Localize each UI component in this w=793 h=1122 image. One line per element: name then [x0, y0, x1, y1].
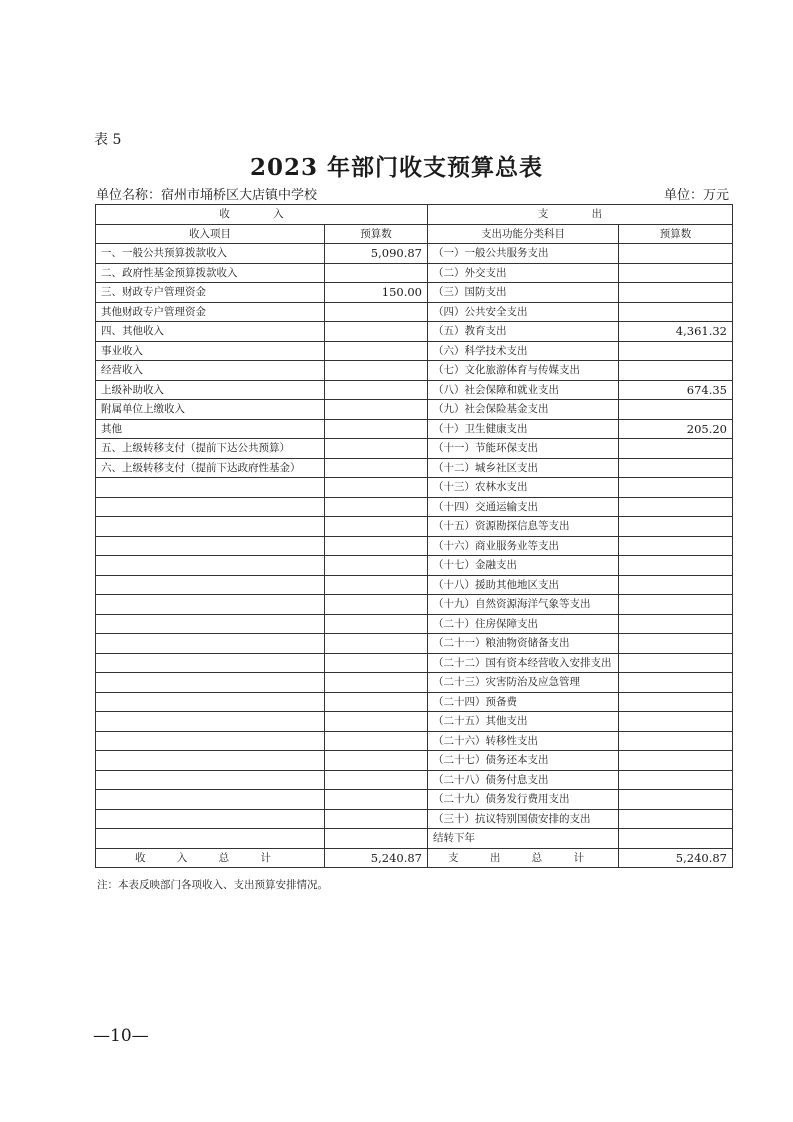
table-row	[96, 790, 733, 810]
income-amount-cell	[325, 673, 428, 693]
expense-amount-cell	[619, 536, 733, 556]
expense-item-cell: 结转下年	[428, 829, 619, 849]
expense-amount-cell	[619, 439, 733, 459]
income-amount-cell	[325, 380, 428, 400]
table-row	[96, 302, 733, 322]
unit-name: 单位名称：宿州市埇桥区大店镇中学校	[96, 188, 318, 203]
income-amount-cell	[325, 517, 428, 537]
expense-amount-cell	[619, 478, 733, 498]
expense-amount-cell	[619, 790, 733, 810]
income-item-cell: 经营收入	[96, 361, 325, 381]
income-item-cell	[96, 829, 325, 849]
income-item-cell	[96, 478, 325, 498]
income-item-cell	[96, 751, 325, 771]
income-amount-cell	[325, 341, 428, 361]
expense-amount-cell	[619, 575, 733, 595]
expense-amount-cell	[619, 361, 733, 381]
expense-amount-cell	[619, 458, 733, 478]
expense-amount-cell	[619, 653, 733, 673]
income-item-cell: 上级补助收入	[96, 380, 325, 400]
expense-amount-cell	[619, 692, 733, 712]
expense-item-cell: （十三）农林水支出	[428, 478, 619, 498]
expense-item-cell: （二）外交支出	[428, 263, 619, 283]
income-amount-cell	[325, 751, 428, 771]
expense-amount-cell	[619, 712, 733, 732]
table-row	[96, 595, 733, 615]
expense-item-cell: （三十）抗议特别国债安排的支出	[428, 809, 619, 829]
expense-item-cell: （二十七）债务还本支出	[428, 751, 619, 771]
expense-amount-cell	[619, 809, 733, 829]
expense-amount-cell	[619, 244, 733, 264]
income-item-cell	[96, 692, 325, 712]
table-row	[96, 244, 733, 264]
col-income-item: 收入项目	[96, 224, 325, 244]
expense-item-cell: （十一）节能环保支出	[428, 439, 619, 459]
income-amount-cell	[325, 478, 428, 498]
income-amount-cell	[325, 634, 428, 654]
expense-item-cell: （十）卫生健康支出	[428, 419, 619, 439]
income-item-cell: 事业收入	[96, 341, 325, 361]
income-amount-cell	[325, 556, 428, 576]
income-item-cell	[96, 517, 325, 537]
table-row	[96, 380, 733, 400]
table-row	[96, 322, 733, 342]
table-row	[96, 712, 733, 732]
income-item-cell: 附属单位上缴收入	[96, 400, 325, 420]
expense-item-cell: （十九）自然资源海洋气象等支出	[428, 595, 619, 615]
total-income-value: 5,240.87	[325, 848, 428, 868]
table-row	[96, 731, 733, 751]
table-row	[96, 614, 733, 634]
expense-amount-cell	[619, 595, 733, 615]
income-amount-cell	[325, 653, 428, 673]
expense-item-cell: （一）一般公共服务支出	[428, 244, 619, 264]
col-expense-amount: 预算数	[619, 224, 733, 244]
table-row	[96, 419, 733, 439]
expense-item-cell: （二十二）国有资本经营收入安排支出	[428, 653, 619, 673]
income-item-cell: 二、政府性基金预算拨款收入	[96, 263, 325, 283]
expense-amount-cell	[619, 497, 733, 517]
expense-amount-cell: 4,361.32	[619, 322, 733, 342]
section-expense: 支 出	[428, 205, 733, 225]
table-row	[96, 400, 733, 420]
expense-amount-cell: 674.35	[619, 380, 733, 400]
income-item-cell	[96, 790, 325, 810]
income-amount-cell: 5,090.87	[325, 244, 428, 264]
table-row	[96, 653, 733, 673]
expense-item-cell: （十六）商业服务业等支出	[428, 536, 619, 556]
income-item-cell: 六、上级转移支付（提前下达政府性基金）	[96, 458, 325, 478]
column-header-row	[96, 224, 733, 244]
table-row	[96, 809, 733, 829]
income-item-cell: 其他财政专户管理资金	[96, 302, 325, 322]
income-amount-cell	[325, 829, 428, 849]
expense-amount-cell	[619, 673, 733, 693]
income-item-cell	[96, 634, 325, 654]
expense-amount-cell	[619, 283, 733, 303]
expense-item-cell: （十五）资源勘探信息等支出	[428, 517, 619, 537]
income-amount-cell	[325, 575, 428, 595]
expense-amount-cell	[619, 829, 733, 849]
expense-item-cell: （二十六）转移性支出	[428, 731, 619, 751]
expense-item-cell: （二十四）预备费	[428, 692, 619, 712]
income-item-cell	[96, 809, 325, 829]
income-amount-cell	[325, 439, 428, 459]
expense-item-cell: （八）社会保障和就业支出	[428, 380, 619, 400]
total-expense-label: 支 出 总 计	[428, 848, 619, 868]
income-amount-cell	[325, 770, 428, 790]
income-item-cell: 五、上级转移支付（提前下达公共预算）	[96, 439, 325, 459]
income-item-cell	[96, 712, 325, 732]
expense-amount-cell	[619, 556, 733, 576]
income-amount-cell	[325, 790, 428, 810]
expense-item-cell: （六）科学技术支出	[428, 341, 619, 361]
expense-item-cell: （九）社会保险基金支出	[428, 400, 619, 420]
expense-amount-cell	[619, 517, 733, 537]
income-item-cell	[96, 653, 325, 673]
table-number-label: 表 5	[94, 132, 122, 148]
income-item-cell: 三、财政专户管理资金	[96, 283, 325, 303]
income-amount-cell	[325, 263, 428, 283]
income-item-cell: 其他	[96, 419, 325, 439]
expense-item-cell: （三）国防支出	[428, 283, 619, 303]
section-header-row	[96, 205, 733, 225]
expense-item-cell: （四）公共安全支出	[428, 302, 619, 322]
currency-unit: 单位：万元	[663, 188, 729, 203]
income-item-cell	[96, 673, 325, 693]
income-item-cell	[96, 575, 325, 595]
expense-item-cell: （十二）城乡社区支出	[428, 458, 619, 478]
income-amount-cell	[325, 302, 428, 322]
income-item-cell	[96, 556, 325, 576]
expense-amount-cell	[619, 341, 733, 361]
table-row	[96, 497, 733, 517]
income-amount-cell	[325, 400, 428, 420]
income-amount-cell	[325, 712, 428, 732]
table-row	[96, 283, 733, 303]
expense-item-cell: （二十三）灾害防治及应急管理	[428, 673, 619, 693]
total-row	[96, 848, 733, 868]
table-note: 注：本表反映部门各项收入、支出预算安排情况。	[97, 879, 328, 891]
table-row	[96, 361, 733, 381]
income-item-cell	[96, 770, 325, 790]
table-row	[96, 517, 733, 537]
table-row	[96, 829, 733, 849]
table-row	[96, 341, 733, 361]
income-item-cell	[96, 595, 325, 615]
budget-table	[95, 204, 733, 868]
income-amount-cell	[325, 731, 428, 751]
expense-item-cell: （二十八）债务付息支出	[428, 770, 619, 790]
col-expense-item: 支出功能分类科目	[428, 224, 619, 244]
income-amount-cell	[325, 614, 428, 634]
table-row	[96, 634, 733, 654]
table-row	[96, 263, 733, 283]
col-income-amount: 预算数	[325, 224, 428, 244]
expense-amount-cell	[619, 731, 733, 751]
expense-amount-cell: 205.20	[619, 419, 733, 439]
income-amount-cell	[325, 536, 428, 556]
table-row	[96, 575, 733, 595]
income-amount-cell: 150.00	[325, 283, 428, 303]
document-title: 2023 年部门收支预算总表	[249, 154, 544, 181]
income-item-cell: 四、其他收入	[96, 322, 325, 342]
expense-amount-cell	[619, 263, 733, 283]
income-amount-cell	[325, 497, 428, 517]
expense-amount-cell	[619, 751, 733, 771]
expense-item-cell: （十八）援助其他地区支出	[428, 575, 619, 595]
income-item-cell	[96, 536, 325, 556]
total-income-label: 收 入 总 计	[96, 848, 325, 868]
income-amount-cell	[325, 595, 428, 615]
section-income: 收 入	[96, 205, 428, 225]
income-item-cell: 一、一般公共预算拨款收入	[96, 244, 325, 264]
expense-item-cell: （二十五）其他支出	[428, 712, 619, 732]
income-amount-cell	[325, 322, 428, 342]
table-row	[96, 692, 733, 712]
income-amount-cell	[325, 361, 428, 381]
income-item-cell	[96, 731, 325, 751]
table-row	[96, 458, 733, 478]
expense-item-cell: （十四）交通运输支出	[428, 497, 619, 517]
table-row	[96, 770, 733, 790]
income-item-cell	[96, 497, 325, 517]
table-row	[96, 478, 733, 498]
expense-amount-cell	[619, 634, 733, 654]
income-amount-cell	[325, 809, 428, 829]
income-amount-cell	[325, 692, 428, 712]
page-number: —10—	[93, 1026, 149, 1046]
table-row	[96, 751, 733, 771]
expense-item-cell: （二十）住房保障支出	[428, 614, 619, 634]
expense-item-cell: （五）教育支出	[428, 322, 619, 342]
table-row	[96, 439, 733, 459]
expense-amount-cell	[619, 614, 733, 634]
expense-amount-cell	[619, 770, 733, 790]
income-amount-cell	[325, 419, 428, 439]
income-item-cell	[96, 614, 325, 634]
expense-amount-cell	[619, 302, 733, 322]
income-amount-cell	[325, 458, 428, 478]
expense-item-cell: （十七）金融支出	[428, 556, 619, 576]
total-expense-value: 5,240.87	[619, 848, 733, 868]
table-row	[96, 536, 733, 556]
table-row	[96, 556, 733, 576]
expense-item-cell: （二十一）粮油物资储备支出	[428, 634, 619, 654]
expense-amount-cell	[619, 400, 733, 420]
expense-item-cell: （七）文化旅游体育与传媒支出	[428, 361, 619, 381]
table-row	[96, 673, 733, 693]
expense-item-cell: （二十九）债务发行费用支出	[428, 790, 619, 810]
